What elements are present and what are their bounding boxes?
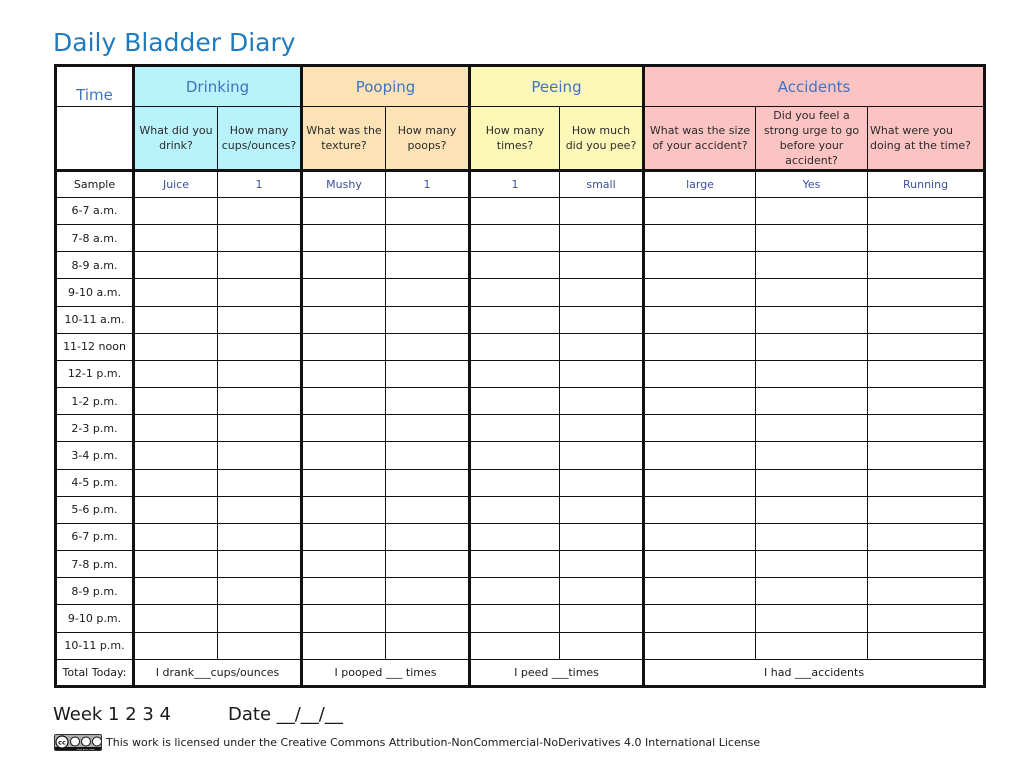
entry-cell-poop-texture[interactable] xyxy=(302,225,386,252)
date-field[interactable]: Date __/__/__ xyxy=(228,704,343,725)
entry-cell-poop-count[interactable] xyxy=(386,388,470,415)
sample-pee-count: 1 xyxy=(470,170,560,197)
entry-cell-drink-what[interactable] xyxy=(134,333,218,360)
peeing-header: Peeing xyxy=(470,66,644,107)
entry-cell-drink-what[interactable] xyxy=(134,360,218,387)
entry-cell-accident-activity[interactable] xyxy=(868,605,985,632)
entry-cell-poop-count[interactable] xyxy=(386,306,470,333)
time-slot-label: 7-8 p.m. xyxy=(56,551,134,578)
group-header-row xyxy=(56,66,985,107)
entry-cell-pee-amount[interactable] xyxy=(560,632,644,659)
entry-cell-accident-urge[interactable] xyxy=(756,225,868,252)
entry-cell-accident-activity[interactable] xyxy=(868,551,985,578)
entry-cell-pee-amount[interactable] xyxy=(560,225,644,252)
time-slot-label: 6-7 a.m. xyxy=(56,197,134,224)
entry-cell-drink-what[interactable] xyxy=(134,306,218,333)
entry-cell-drink-what[interactable] xyxy=(134,197,218,224)
entry-cell-pee-count[interactable] xyxy=(470,197,560,224)
entry-cell-poop-texture[interactable] xyxy=(302,551,386,578)
entry-cell-poop-count[interactable] xyxy=(386,523,470,550)
entry-cell-drink-amount[interactable] xyxy=(218,252,302,279)
entry-cell-pee-count[interactable] xyxy=(470,442,560,469)
time-slot-label: 1-2 p.m. xyxy=(56,388,134,415)
entry-cell-accident-urge[interactable] xyxy=(756,388,868,415)
entry-cell-accident-activity[interactable] xyxy=(868,197,985,224)
sample-accident-size: large xyxy=(644,170,756,197)
entry-cell-drink-what[interactable] xyxy=(134,225,218,252)
sample-pee-amount: small xyxy=(560,170,644,197)
entry-cell-accident-urge[interactable] xyxy=(756,415,868,442)
entry-cell-drink-what[interactable] xyxy=(134,252,218,279)
sample-drink-what: Juice xyxy=(134,170,218,197)
table-row xyxy=(56,605,985,632)
question-drink-what: What did you drink? xyxy=(134,107,218,170)
entry-cell-poop-texture[interactable] xyxy=(302,442,386,469)
entry-cell-accident-size[interactable] xyxy=(644,225,756,252)
entry-cell-accident-activity[interactable] xyxy=(868,306,985,333)
time-slot-label: 10-11 p.m. xyxy=(56,632,134,659)
entry-cell-poop-count[interactable] xyxy=(386,279,470,306)
table-row xyxy=(56,469,985,496)
entry-cell-pee-amount[interactable] xyxy=(560,605,644,632)
table-row xyxy=(56,551,985,578)
entry-cell-poop-count[interactable] xyxy=(386,632,470,659)
entry-cell-accident-urge[interactable] xyxy=(756,632,868,659)
table-row xyxy=(56,279,985,306)
table-row xyxy=(56,252,985,279)
time-rows xyxy=(56,197,985,659)
entry-cell-pee-amount[interactable] xyxy=(560,469,644,496)
entry-cell-poop-count[interactable] xyxy=(386,360,470,387)
entry-cell-pee-amount[interactable] xyxy=(560,442,644,469)
entry-cell-drink-what[interactable] xyxy=(134,442,218,469)
entry-cell-poop-texture[interactable] xyxy=(302,578,386,605)
entry-cell-pee-count[interactable] xyxy=(470,469,560,496)
entry-cell-accident-activity[interactable] xyxy=(868,523,985,550)
entry-cell-accident-size[interactable] xyxy=(644,279,756,306)
entry-cell-poop-texture[interactable] xyxy=(302,197,386,224)
entry-cell-accident-size[interactable] xyxy=(644,333,756,360)
total-accidents[interactable]: I had ___accidents xyxy=(644,659,985,686)
question-accident-urge: Did you feel a strong urge to go before your accident? xyxy=(756,107,868,170)
entry-cell-pee-count[interactable] xyxy=(470,333,560,360)
time-slot-label: 10-11 a.m. xyxy=(56,306,134,333)
total-drinking[interactable]: I drank___cups/ounces xyxy=(134,659,302,686)
entry-cell-pee-amount[interactable] xyxy=(560,551,644,578)
sample-accident-urge: Yes xyxy=(756,170,868,197)
entry-cell-accident-urge[interactable] xyxy=(756,442,868,469)
table-row xyxy=(56,360,985,387)
table-row xyxy=(56,306,985,333)
entry-cell-drink-what[interactable] xyxy=(134,523,218,550)
time-slot-label: 8-9 p.m. xyxy=(56,578,134,605)
sample-poop-count: 1 xyxy=(386,170,470,197)
entry-cell-pee-count[interactable] xyxy=(470,306,560,333)
entry-cell-accident-size[interactable] xyxy=(644,415,756,442)
table-row xyxy=(56,578,985,605)
table-row xyxy=(56,225,985,252)
entry-cell-drink-what[interactable] xyxy=(134,632,218,659)
entry-cell-pee-count[interactable] xyxy=(470,523,560,550)
total-peeing[interactable]: I peed ___times xyxy=(470,659,644,686)
entry-cell-accident-activity[interactable] xyxy=(868,496,985,523)
time-slot-label: 5-6 p.m. xyxy=(56,496,134,523)
entry-cell-pee-amount[interactable] xyxy=(560,252,644,279)
entry-cell-accident-urge[interactable] xyxy=(756,306,868,333)
question-poop-texture: What was the texture? xyxy=(302,107,386,170)
entry-cell-accident-size[interactable] xyxy=(644,469,756,496)
entry-cell-pee-count[interactable] xyxy=(470,551,560,578)
entry-cell-poop-texture[interactable] xyxy=(302,469,386,496)
question-accident-activity: What were you doing at the time? xyxy=(868,107,985,170)
entry-cell-accident-urge[interactable] xyxy=(756,605,868,632)
entry-cell-pee-count[interactable] xyxy=(470,496,560,523)
cc-license-icon xyxy=(54,734,102,751)
table-row xyxy=(56,442,985,469)
cc-badge-text: BY NC ND xyxy=(77,748,95,751)
entry-cell-drink-amount[interactable] xyxy=(218,197,302,224)
entry-cell-accident-activity[interactable] xyxy=(868,442,985,469)
question-row xyxy=(56,107,985,170)
time-slot-label: 9-10 p.m. xyxy=(56,605,134,632)
entry-cell-drink-what[interactable] xyxy=(134,388,218,415)
entry-cell-drink-amount[interactable] xyxy=(218,279,302,306)
sample-row xyxy=(56,170,985,197)
table-row xyxy=(56,415,985,442)
entry-cell-pee-amount[interactable] xyxy=(560,333,644,360)
week-selector[interactable]: Week 1 2 3 4 xyxy=(53,704,172,725)
drinking-header: Drinking xyxy=(134,66,302,107)
entry-cell-accident-activity[interactable] xyxy=(868,388,985,415)
entry-cell-drink-amount[interactable] xyxy=(218,333,302,360)
entry-cell-accident-size[interactable] xyxy=(644,551,756,578)
time-header: Time xyxy=(56,66,134,107)
total-pooping[interactable]: I pooped ___ times xyxy=(302,659,470,686)
sample-label: Sample xyxy=(56,170,134,197)
entry-cell-drink-amount[interactable] xyxy=(218,388,302,415)
entry-cell-poop-texture[interactable] xyxy=(302,605,386,632)
question-accident-size: What was the size of your accident? xyxy=(644,107,756,170)
table-row xyxy=(56,333,985,360)
sample-drink-amount: 1 xyxy=(218,170,302,197)
entry-cell-drink-what[interactable] xyxy=(134,469,218,496)
entry-cell-accident-size[interactable] xyxy=(644,605,756,632)
entry-cell-accident-urge[interactable] xyxy=(756,333,868,360)
total-label: Total Today: xyxy=(56,659,134,686)
table-row xyxy=(56,523,985,550)
entry-cell-drink-amount[interactable] xyxy=(218,551,302,578)
entry-cell-drink-amount[interactable] xyxy=(218,360,302,387)
entry-cell-drink-what[interactable] xyxy=(134,415,218,442)
sample-accident-activity: Running xyxy=(868,170,985,197)
entry-cell-pee-count[interactable] xyxy=(470,279,560,306)
entry-cell-poop-texture[interactable] xyxy=(302,523,386,550)
entry-cell-pee-amount[interactable] xyxy=(560,388,644,415)
license-text: This work is licensed under the Creative Commons Attribution-NonCommercial-NoDerivatives 4.0 International License xyxy=(106,736,761,749)
entry-cell-poop-count[interactable] xyxy=(386,578,470,605)
entry-cell-accident-size[interactable] xyxy=(644,496,756,523)
entry-cell-pee-count[interactable] xyxy=(470,388,560,415)
entry-cell-poop-texture[interactable] xyxy=(302,632,386,659)
entry-cell-accident-urge[interactable] xyxy=(756,578,868,605)
entry-cell-accident-activity[interactable] xyxy=(868,279,985,306)
entry-cell-accident-urge[interactable] xyxy=(756,551,868,578)
entry-cell-accident-activity[interactable] xyxy=(868,360,985,387)
pooping-header: Pooping xyxy=(302,66,470,107)
entry-cell-drink-amount[interactable] xyxy=(218,496,302,523)
entry-cell-accident-activity[interactable] xyxy=(868,225,985,252)
diary-table xyxy=(54,64,986,688)
question-pee-count: How many times? xyxy=(470,107,560,170)
entry-cell-accident-size[interactable] xyxy=(644,360,756,387)
entry-cell-drink-amount[interactable] xyxy=(218,605,302,632)
entry-cell-drink-what[interactable] xyxy=(134,551,218,578)
time-slot-label: 6-7 p.m. xyxy=(56,523,134,550)
time-slot-label: 11-12 noon xyxy=(56,333,134,360)
question-row-empty-cell xyxy=(56,107,134,170)
entry-cell-drink-amount[interactable] xyxy=(218,442,302,469)
entry-cell-accident-activity[interactable] xyxy=(868,632,985,659)
entry-cell-accident-urge[interactable] xyxy=(756,279,868,306)
entry-cell-poop-count[interactable] xyxy=(386,496,470,523)
entry-cell-poop-count[interactable] xyxy=(386,469,470,496)
entry-cell-pee-amount[interactable] xyxy=(560,197,644,224)
entry-cell-accident-activity[interactable] xyxy=(868,578,985,605)
sample-poop-texture: Mushy xyxy=(302,170,386,197)
entry-cell-drink-amount[interactable] xyxy=(218,523,302,550)
entry-cell-accident-size[interactable] xyxy=(644,197,756,224)
entry-cell-poop-texture[interactable] xyxy=(302,388,386,415)
entry-cell-pee-count[interactable] xyxy=(470,252,560,279)
entry-cell-drink-amount[interactable] xyxy=(218,415,302,442)
entry-cell-accident-size[interactable] xyxy=(644,632,756,659)
page-title: Daily Bladder Diary xyxy=(53,28,296,57)
entry-cell-poop-count[interactable] xyxy=(386,415,470,442)
entry-cell-pee-count[interactable] xyxy=(470,225,560,252)
entry-cell-pee-count[interactable] xyxy=(470,578,560,605)
entry-cell-poop-count[interactable] xyxy=(386,605,470,632)
time-slot-label: 4-5 p.m. xyxy=(56,469,134,496)
entry-cell-pee-count[interactable] xyxy=(470,605,560,632)
entry-cell-pee-amount[interactable] xyxy=(560,496,644,523)
entry-cell-accident-urge[interactable] xyxy=(756,252,868,279)
entry-cell-accident-urge[interactable] xyxy=(756,360,868,387)
entry-cell-poop-texture[interactable] xyxy=(302,360,386,387)
entry-cell-accident-size[interactable] xyxy=(644,442,756,469)
total-row xyxy=(56,659,985,686)
entry-cell-poop-count[interactable] xyxy=(386,333,470,360)
entry-cell-pee-amount[interactable] xyxy=(560,306,644,333)
table-row xyxy=(56,197,985,224)
entry-cell-accident-activity[interactable] xyxy=(868,469,985,496)
entry-cell-drink-amount[interactable] xyxy=(218,578,302,605)
entry-cell-drink-amount[interactable] xyxy=(218,469,302,496)
entry-cell-accident-size[interactable] xyxy=(644,252,756,279)
entry-cell-pee-amount[interactable] xyxy=(560,578,644,605)
entry-cell-drink-amount[interactable] xyxy=(218,306,302,333)
time-slot-label: 7-8 a.m. xyxy=(56,225,134,252)
entry-cell-poop-texture[interactable] xyxy=(302,306,386,333)
entry-cell-poop-texture[interactable] xyxy=(302,415,386,442)
entry-cell-drink-amount[interactable] xyxy=(218,632,302,659)
accidents-header: Accidents xyxy=(644,66,985,107)
entry-cell-accident-urge[interactable] xyxy=(756,197,868,224)
table-row xyxy=(56,496,985,523)
entry-cell-pee-amount[interactable] xyxy=(560,279,644,306)
entry-cell-accident-activity[interactable] xyxy=(868,333,985,360)
time-slot-label: 9-10 a.m. xyxy=(56,279,134,306)
entry-cell-accident-size[interactable] xyxy=(644,523,756,550)
table-row xyxy=(56,632,985,659)
entry-cell-poop-count[interactable] xyxy=(386,551,470,578)
entry-cell-poop-texture[interactable] xyxy=(302,252,386,279)
time-slot-label: 12-1 p.m. xyxy=(56,360,134,387)
entry-cell-pee-amount[interactable] xyxy=(560,415,644,442)
time-slot-label: 3-4 p.m. xyxy=(56,442,134,469)
entry-cell-poop-texture[interactable] xyxy=(302,279,386,306)
question-poop-count: How many poops? xyxy=(386,107,470,170)
entry-cell-pee-count[interactable] xyxy=(470,415,560,442)
entry-cell-drink-what[interactable] xyxy=(134,578,218,605)
entry-cell-pee-amount[interactable] xyxy=(560,523,644,550)
entry-cell-poop-count[interactable] xyxy=(386,197,470,224)
entry-cell-accident-size[interactable] xyxy=(644,306,756,333)
entry-cell-accident-activity[interactable] xyxy=(868,415,985,442)
entry-cell-poop-texture[interactable] xyxy=(302,333,386,360)
entry-cell-accident-size[interactable] xyxy=(644,388,756,415)
entry-cell-poop-count[interactable] xyxy=(386,225,470,252)
entry-cell-accident-urge[interactable] xyxy=(756,469,868,496)
entry-cell-pee-count[interactable] xyxy=(470,360,560,387)
entry-cell-poop-count[interactable] xyxy=(386,252,470,279)
entry-cell-drink-what[interactable] xyxy=(134,279,218,306)
entry-cell-drink-what[interactable] xyxy=(134,605,218,632)
time-slot-label: 8-9 a.m. xyxy=(56,252,134,279)
question-pee-amount: How much did you pee? xyxy=(560,107,644,170)
time-slot-label: 2-3 p.m. xyxy=(56,415,134,442)
entry-cell-drink-what[interactable] xyxy=(134,496,218,523)
entry-cell-accident-urge[interactable] xyxy=(756,496,868,523)
svg-text:cc: cc xyxy=(58,738,66,747)
entry-cell-drink-amount[interactable] xyxy=(218,225,302,252)
entry-cell-accident-activity[interactable] xyxy=(868,252,985,279)
entry-cell-pee-amount[interactable] xyxy=(560,360,644,387)
question-drink-amount: How many cups/ounces? xyxy=(218,107,302,170)
entry-cell-accident-size[interactable] xyxy=(644,578,756,605)
entry-cell-accident-urge[interactable] xyxy=(756,523,868,550)
entry-cell-poop-count[interactable] xyxy=(386,442,470,469)
entry-cell-poop-texture[interactable] xyxy=(302,496,386,523)
entry-cell-pee-count[interactable] xyxy=(470,632,560,659)
table-row xyxy=(56,388,985,415)
